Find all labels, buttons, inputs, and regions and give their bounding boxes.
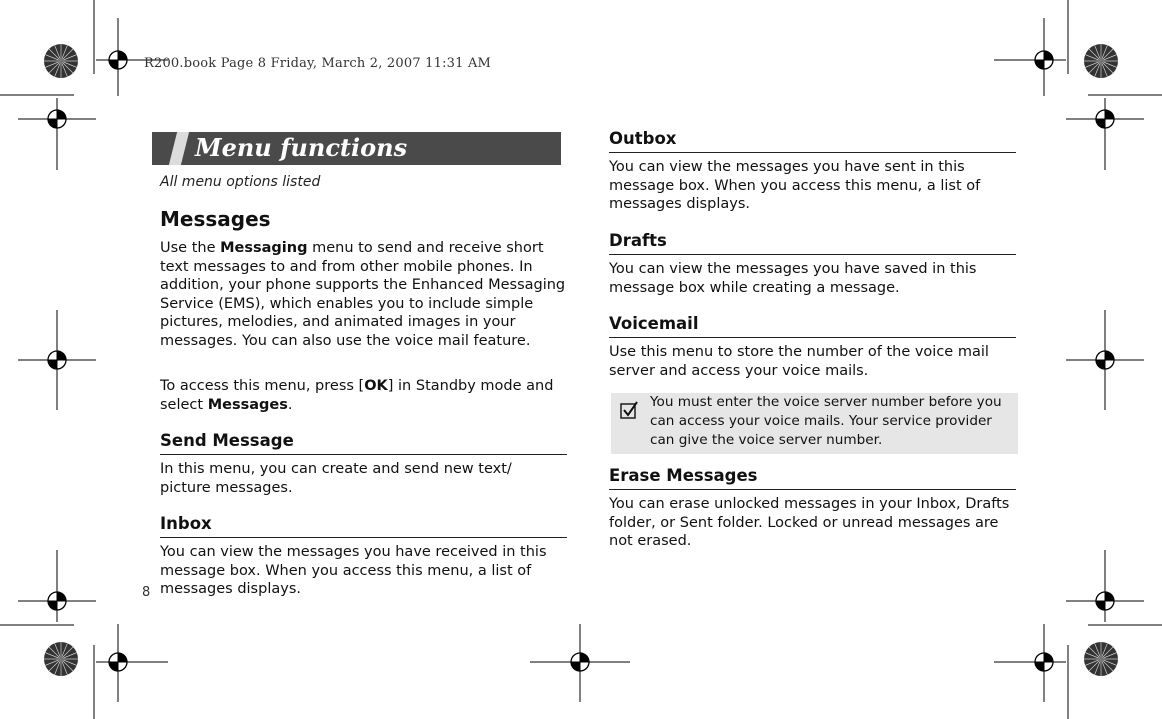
intro-text: Use the (160, 240, 221, 256)
erase-messages-heading: Erase Messages (609, 466, 1016, 490)
ok-key-label: OK (364, 378, 388, 394)
outbox-text: You can view the messages you have sent in this message box. When you access this menu, a list of messages displays. (609, 159, 981, 213)
intro-bold-messaging: Messaging (220, 240, 308, 256)
note-text: You must enter the voice server number before you can access your voice mails. Your service provider can give the voice server number. (650, 394, 1002, 448)
banner-title: Menu functions (195, 133, 408, 162)
access-bold-messages: Messages (207, 396, 288, 413)
messages-access (160, 377, 566, 414)
voicemail-heading: Voicemail (609, 314, 1016, 338)
note-box (611, 393, 1018, 454)
inbox-heading: Inbox (160, 514, 567, 538)
messages-heading: Messages (160, 207, 271, 231)
erase-messages-text: You can erase unlocked messages in your Inbox, Drafts folder, or Sent folder. Locked or unread messages are not erased. (609, 496, 1010, 550)
section-subtitle: All menu options listed (160, 174, 321, 190)
send-message-text: In this menu, you can create and send new text/ picture messages. (160, 461, 512, 496)
drafts-heading: Drafts (609, 231, 1016, 255)
page-number: 8 (142, 585, 151, 600)
check-note-icon (620, 401, 638, 419)
banner-stripe (169, 132, 189, 165)
book-page-header: R200.book Page 8 Friday, March 2, 2007 11:31 AM (144, 56, 492, 71)
access-text: ] in Standby mode and select (160, 378, 554, 413)
outbox-heading: Outbox (609, 129, 1016, 153)
intro-text: menu to send and receive short text messages to and from other mobile phones. In addition, your phone supports the Enhanced Messaging Service (EMS), which enables you to include simple pictures, melodies, and animated images in your messages. You can also use the voice mail feature. (160, 240, 566, 349)
messages-intro (160, 239, 566, 351)
access-text: To access this menu, press [ (160, 378, 365, 394)
section-banner (152, 132, 561, 165)
inbox-text: You can view the messages you have received in this message box. When you access this menu, a list of messages displays. (160, 544, 547, 598)
access-text: . (287, 396, 293, 413)
send-message-heading: Send Message (160, 431, 567, 455)
voicemail-text: Use this menu to store the number of the voice mail server and access your voice mails. (609, 344, 989, 379)
drafts-text: You can view the messages you have saved in this message box while creating a message. (609, 261, 977, 296)
